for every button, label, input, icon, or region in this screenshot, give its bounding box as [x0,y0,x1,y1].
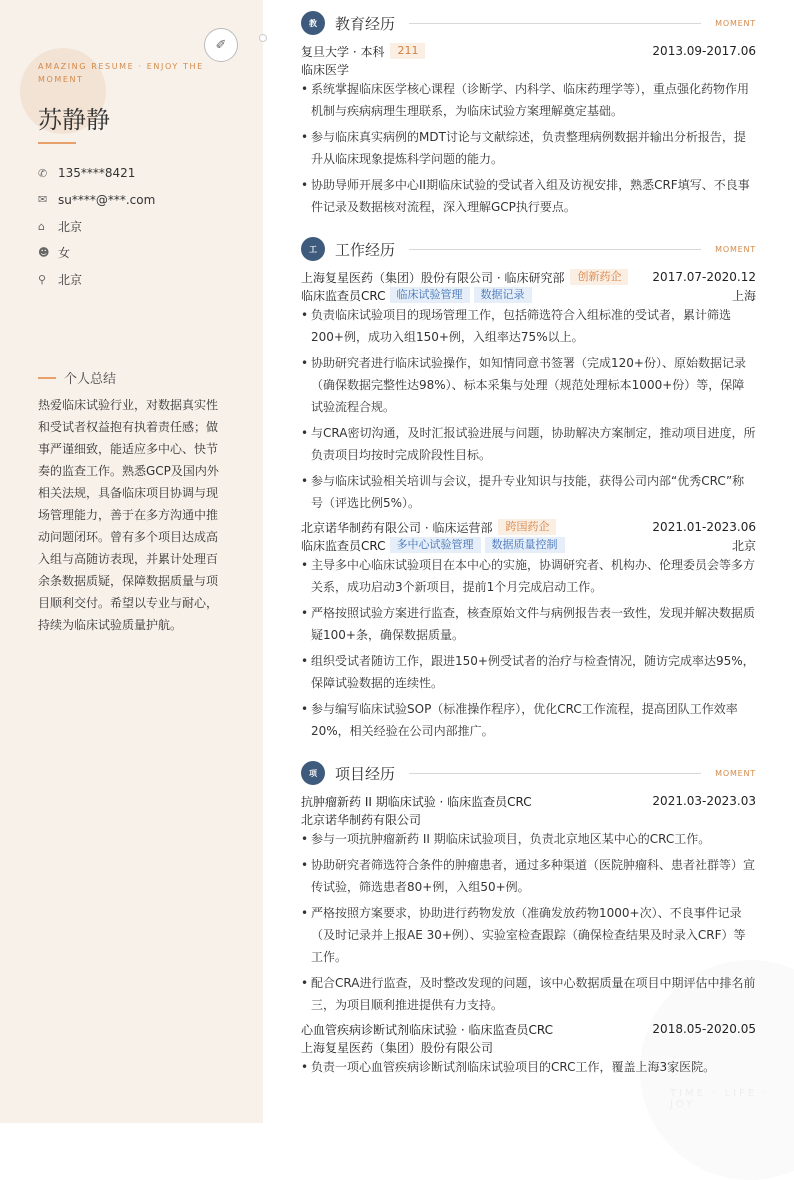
job-role: 临床监查员CRC [301,538,386,553]
skill-tag: 多中心试验管理 [390,537,481,553]
candidate-name: 苏静静 [38,106,110,134]
name-underline [38,142,76,144]
gender-value: 女 [58,246,71,261]
job-city: 上海 [731,288,756,303]
project-row [301,1020,756,1038]
tagline: AMAZING RESUME · ENJOY THE MOMENT [38,62,204,84]
education-header [301,10,756,36]
list-item: • 协助研究者进行临床试验操作，如知情同意书签署（完成120+份）、原始数据记录（确保数据完整性达98%）、标本采集与处理（规范处理标本1000+份）等，保障试验流程合规。 [301,352,756,418]
skill-tag: 数据质量控制 [485,537,565,553]
contact-phone [38,160,238,187]
projects-icon: 项 [301,761,325,785]
list-item: • 负责一项心血管疾病诊断试剂临床试验项目的CRC工作，覆盖上海3家医院。 [301,1056,756,1078]
job-date: 2021.01-2023.06 [652,520,756,534]
list-item: • 协助研究者筛选符合条件的肿瘤患者，通过多种渠道（医院肿瘤科、患者社群等）宣传试验，筛选患者80+例，入组50+例。 [301,854,756,898]
job-bullets [301,554,756,742]
school-name: 复旦大学 · 本科 [301,44,385,59]
education-icon: 教 [301,11,325,35]
major-row [301,60,756,78]
contact-home [38,213,238,240]
phone-value: 135****8421 [58,166,136,181]
section-moment: MOMENT [715,244,756,254]
skill-tag: 临床试验管理 [390,287,470,303]
project-org: 上海复星医药（集团）股份有限公司 [301,1040,494,1055]
role-row [301,286,756,304]
location-value: 北京 [58,272,83,287]
phone-icon: ✆ [38,166,48,180]
project-name: 心血管疾病诊断试剂临床试验 · 临床监查员CRC [301,1022,553,1037]
section-rule [409,773,701,774]
summary-heading [38,368,116,387]
summary-title: 个人总结 [64,372,117,387]
contact-email [38,187,238,214]
section-moment: MOMENT [715,768,756,778]
project-bullets [301,1056,756,1078]
skill-tag: 数据记录 [474,287,532,303]
list-item: • 参与编写临床试验SOP（标准操作程序），优化CRC工作流程，提高团队工作效率20%，相关经验在公司内部推广。 [301,698,756,742]
work-section [301,236,756,746]
project-org: 北京诺华制药有限公司 [301,812,422,827]
email-value: su****@***.com [58,192,156,207]
gender-icon: ☻ [38,246,50,260]
job-row [301,268,756,286]
quill-icon: ✐ [204,28,238,62]
list-item: • 参与临床真实病例的MDT讨论与文献综述，负责整理病例数据并输出分析报告，提升从临床现象提炼科学问题的能力。 [301,126,756,170]
list-item: • 参与临床试验相关培训与会议，提升专业知识与技能，获得公司内部“优秀CRC”称号（评选比例5%）。 [301,470,756,514]
contact-list [38,160,238,293]
summary-text: 热爱临床试验行业，对数据真实性和受试者权益抱有执着责任感；做事严谨细致，能适应多中心、快节奏的监查工作。熟悉GCP及国内外相关法规，具备临床项目协调与现场管理能力，善于在多方沟通中推动问题闭环。曾有多个项目达成高入组与高随访表现，并累计处理百余条数据质疑，保障数据质量与项目顺利交付。希望以专业与耐心，持续为临床试验质量护航。 [38,398,219,632]
list-item: • 负责临床试验项目的现场管理工作，包括筛选符合入组标准的受试者，累计筛选200+例，成功入组150+例，入组率达75%以上。 [301,304,756,348]
list-item: • 配合CRA进行监查，及时整改发现的问题，该中心数据质量在项目中期评估中排名前三，为项目顺利推进提供有力支持。 [301,972,756,1016]
job-bullets [301,304,756,514]
projects-section [301,760,756,1082]
location-pin-icon: ⚲ [38,272,47,286]
work-icon: 工 [301,237,325,261]
list-item: • 主导多中心临床试验项目在本中心的实施，协调研究者、机构办、伦理委员会等多方关系，成功启动3个新项目，提前1个月完成启动工作。 [301,554,756,598]
job-date: 2017.07-2020.12 [652,270,756,284]
company-name: 上海复星医药（集团）股份有限公司 · 临床研究部 [301,270,565,285]
list-item: • 与CRA密切沟通，及时汇报试验进展与问题，协助解决方案制定，推动项目进度，所负责项目均按时完成阶段性目标。 [301,422,756,466]
job-city: 北京 [731,538,756,553]
major: 临床医学 [301,62,350,77]
project-date: 2018.05-2020.05 [652,1022,756,1036]
contact-location [38,266,238,293]
school-tag: 211 [390,43,425,59]
section-rule [409,249,701,250]
education-bullets [301,78,756,218]
sidebar [0,0,263,1123]
watermark: TIME · LIFE · JOY [670,1088,770,1110]
education-row [301,42,756,60]
list-item: • 参与一项抗肿瘤新药 II 期临床试验项目，负责北京地区某中心的CRC工作。 [301,828,756,850]
company-tag: 创新药企 [570,269,628,285]
role-row [301,536,756,554]
work-title: 工作经历 [335,240,396,259]
work-header [301,236,756,262]
list-item: • 协助导师开展多中心II期临床试验的受试者入组及访视安排，熟悉CRF填写、不良事件记录及数据核对流程，深入理解GCP执行要点。 [301,174,756,218]
summary-bar [38,377,56,379]
education-date: 2013.09-2017.06 [652,44,756,58]
projects-header [301,760,756,786]
job-row [301,518,756,536]
divider-dot [259,34,267,42]
list-item: • 严格按照试验方案进行监查，核查原始文件与病例报告表一致性，发现并解决数据质疑100+条，确保数据质量。 [301,602,756,646]
company-tag: 跨国药企 [498,519,556,535]
education-title: 教育经历 [335,14,396,33]
home-value: 北京 [58,219,83,234]
company-name: 北京诺华制药有限公司 · 临床运营部 [301,520,493,535]
mail-icon: ✉ [38,193,48,207]
education-section [301,10,756,222]
project-org-row [301,810,756,828]
project-row [301,792,756,810]
contact-gender [38,240,238,267]
home-icon: ⌂ [38,219,45,233]
project-name: 抗肿瘤新药 II 期临床试验 · 临床监查员CRC [301,794,532,809]
section-moment: MOMENT [715,18,756,28]
section-rule [409,23,701,24]
list-item: • 系统掌握临床医学核心课程（诊断学、内科学、临床药理学等），重点强化药物作用机制与疾病病理生理联系，为临床试验方案理解奠定基础。 [301,78,756,122]
project-org-row [301,1038,756,1056]
list-item: • 严格按照方案要求，协助进行药物发放（准确发放药物1000+次）、不良事件记录（及时记录并上报AE 30+例）、实验室检查跟踪（确保检查结果及时录入CRF）等工作。 [301,902,756,968]
project-bullets [301,828,756,1016]
list-item: • 组织受试者随访工作，跟进150+例受试者的治疗与检查情况，随访完成率达95%，保障试验数据的连续性。 [301,650,756,694]
job-role: 临床监查员CRC [301,288,386,303]
project-date: 2021.03-2023.03 [652,794,756,808]
projects-title: 项目经历 [335,764,396,783]
